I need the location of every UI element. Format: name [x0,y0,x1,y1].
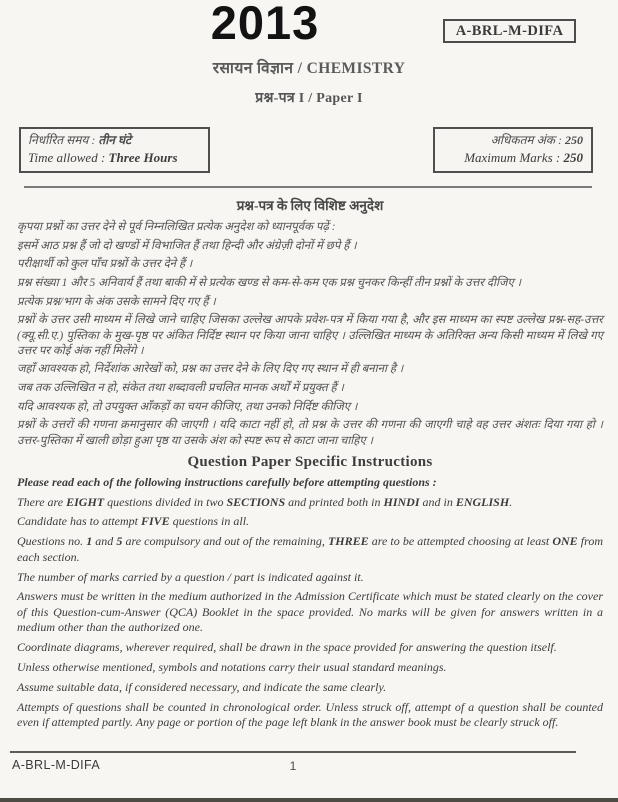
hindi-instruction-line: यदि आवश्यक हो, तो उपयुक्त आँकड़ों का चयन कीजिए, तथा उनको निर्दिष्ट कीजिए । [17,400,358,413]
instructions-body [17,196,603,735]
hindi-instruction-line: प्रश्न संख्या 1 और 5 अनिवार्य हैं तथा बाकी में से प्रत्येक खण्ड से कम-से-कम एक प्रश्न चुनकर किन्हीं तीन प्रश्नों के उत्तर दीजिए । [17,277,522,290]
english-instruction-paragraph: Assume suitable data, if considered necessary, and indicate the same clearly. [17,679,387,694]
paper-title: प्रश्न-पत्र I / Paper I [255,91,363,106]
hindi-instruction-line: प्रश्नों के उत्तर उसी माध्यम में लिखे जाने चाहिए जिसका उल्लेख आपके प्रवेश-पत्र में किया गया है, और इस माध्यम का स्पष्ट उल्लेख प्रश्न-सह-उत्तर (क्यू.सी.ए.) पुस्तिका के मुख-पृष्ठ पर अंकित निर्दिष्ट स्थान पर किया जाना चाहिए । उल्लिखित माध्यम के अतिरिक्त अन्य किसी माध्यम में लिखे गए उत्तर पर कोई अंक नहीं मिलेंगे । [17,314,603,357]
english-instruction-paragraph: Unless otherwise mentioned, symbols and notations carry their usual standard meanings. [17,659,447,674]
hindi-instruction-line: जब तक उल्लिखित न हो, संकेत तथा शब्दावली प्रचलित मानक अर्थों में प्रयुक्त हैं । [17,382,344,395]
paper-code: A-BRL-M-DIFA [455,22,564,39]
hindi-instruction-line: जहाँ आवश्यक हो, निर्देशांक आरेखों को, प्रश्न का उत्तर देने के लिए दिए गए स्थान में ही बनाना है । [17,363,404,376]
maximum-marks-english: Maximum Marks : 250 [464,150,583,166]
time-allowed-box [19,127,210,173]
hindi-instructions-heading: प्रश्न-पत्र के लिए विशिष्ट अनुदेश [236,198,384,213]
time-allowed-hindi: निर्धारित समय : तीन घंटे [28,133,132,147]
english-instruction-paragraph: Answers must be written in the medium authorized in the Admission Certificate which must be stated clearly on the cover of this Question-cum-Answer (QCA) Booklet in the space provided. No marks will be given for answers written in a medium other than the authorized one. [17,589,603,635]
english-instruction-paragraph: Candidate has to attempt FIVE questions in all. [17,514,250,529]
exam-year: 2013 [210,0,320,49]
hindi-instruction-line: कृपया प्रश्नों का उत्तर देने से पूर्व निम्नलिखित प्रत्येक अनुदेश को ध्यानपूर्वक पढ़ें : [17,221,336,233]
hindi-instruction-line: इसमें आठ प्रश्न हैं जो दो खण्डों में विभाजित हैं तथा हिन्दी और अंग्रेज़ी दोनों में छपे हैं । [17,239,357,252]
hindi-instruction-line: प्रश्नों के उत्तरों की गणना क्रमानुसार की जाएगी । यदि काटा नहीं हो, तो प्रश्न के उत्तर की गणना की जाएगी चाहे वह उत्तर अंशतः दिया गया हो । उत्तर-पुस्तिका में खाली छोड़ा हुआ पृष्ठ या उसके अंश को स्पष्ट रूप से काटा जाना चाहिए । [17,419,603,447]
english-instruction-paragraph: Questions no. 1 and 5 are compulsory and out of the remaining, THREE are to be attempted choosing at least ONE from each section. [17,534,603,564]
footer-paper-code: A-BRL-M-DIFA [12,758,101,772]
english-instructions-heading: Question Paper Specific Instructions [187,453,433,470]
hindi-instruction-line: प्रत्येक प्रश्न/भाग के अंक उसके सामने दिए गए हैं । [17,295,216,308]
english-instruction-paragraph: Attempts of questions shall be counted in chronological order. Unless struck off, attempt of a question shall be counted even if attempted partly. Any page or portion of the page left blank in the answer book must be clearly struck off. [17,699,603,729]
subject-title: रसायन विज्ञान / CHEMISTRY [212,60,406,77]
scan-edge-strip [0,798,618,802]
english-instructions-list [17,475,603,731]
page-number: 1 [289,759,297,773]
paper-code-box [443,19,576,43]
header-divider [24,186,592,188]
maximum-marks-box [433,127,593,173]
english-instruction-paragraph: Please read each of the following instructions carefully before attempting questions : [17,474,437,489]
english-instruction-paragraph: The number of marks carried by a question / part is indicated against it. [17,569,364,584]
time-allowed-english: Time allowed : Three Hours [28,150,178,166]
english-instruction-paragraph: There are EIGHT questions divided in two SECTIONS and printed both in HINDI and in ENGLISH. [17,494,513,509]
maximum-marks-hindi: अधिकतम अंक : 250 [490,133,583,147]
hindi-instruction-line: परीक्षार्थी को कुल पाँच प्रश्नों के उत्तर देने हैं । [17,258,193,271]
hindi-instructions-list [17,220,603,449]
english-instruction-paragraph: Coordinate diagrams, wherever required, shall be drawn in the space provided for answering the question itself. [17,639,557,654]
footer-divider [10,751,576,753]
